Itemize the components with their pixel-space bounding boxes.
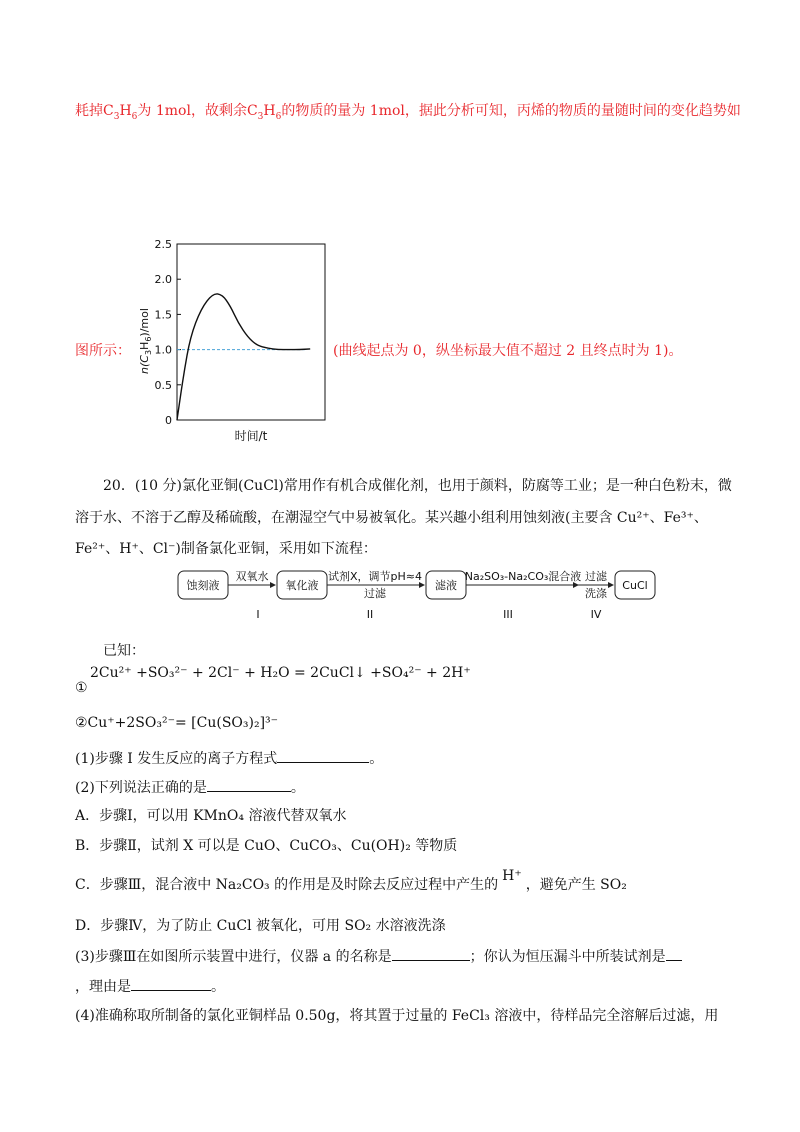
q3-answer-blank-c[interactable] [131,976,211,991]
option-c [75,868,627,895]
q3-answer-blank-b[interactable] [666,946,682,961]
process-flow [172,568,672,624]
arrow-2-label-top: 试剂X，调节pH≈4 [327,570,423,583]
intro-part-1: 耗掉 [75,103,103,119]
option-c-text: C．步骤Ⅲ，混合液中 Na₂CO₃ 的作用是及时除去反应过程中产生的 [75,877,499,893]
question-4: (4)准确称取所制备的氯化亚铜样品 0.50g，将其置于过量的 FeCl₃ 溶液中，待样品完全溶解后过滤，用 [75,1008,719,1024]
y-tick-label-1: 0.5 [154,378,172,392]
series-curve [177,294,310,420]
label-etchant: 蚀刻液 [186,579,220,592]
arrow-1-label: 双氧水 [235,570,269,583]
plot-frame [177,244,325,420]
option-c-end: ，避免产生 SO₂ [525,877,627,893]
formula-h-sub: 6 [131,111,138,122]
q3-text-c: ，理由是 [75,979,131,995]
option-a: A．步骤Ⅰ，可以用 KMnO₄ 溶液代替双氧水 [75,808,347,824]
q3-end: 。 [211,979,225,995]
arrow-2-label-bottom: 过滤 [364,587,386,600]
option-b: B．步骤Ⅱ，试剂 X 可以是 CuO、CuCO₃、Cu(OH)₂ 等物质 [75,838,458,854]
intro-line [75,100,741,120]
q1-end: 。 [369,751,384,767]
step-4: IV [590,608,602,621]
label-oxidized: 氧化液 [285,579,319,592]
q20-line-2: 溶于水、不溶于乙醇及稀硫酸，在潮湿空气中易被氧化。某兴趣小组利用蚀刻液(主要含 Cu²⁺、Fe³⁺、 [75,510,708,526]
formula-c-2: C [246,103,258,119]
question-1 [75,748,383,769]
known-eq2: ②Cu⁺+2SO₃²⁻= [Cu(SO₃)₂]³⁻ [75,715,279,731]
question-3 [75,946,682,967]
intro-part-2: 为 1mol，故剩余 [137,103,247,119]
option-d: D．步骤Ⅳ，为了防止 CuCl 被氧化，可用 SO₂ 水溶液洗涤 [75,918,446,934]
formula-c-sub: 3 [113,111,120,122]
figure-left-label: 图所示： [75,343,131,359]
known-mark-1: ① [75,680,88,696]
y-axis-label: $n(C_3H_6)$/mol [138,308,153,374]
formula-c-sub-2: 3 [257,111,264,122]
arrow-4-label-bottom: 洗涤 [585,587,607,600]
known-eq1: 2Cu²⁺ +SO₃²⁻ + 2Cl⁻ + H₂O = 2CuCl↓ +SO₄²⁻ + 2H⁺ [90,665,471,681]
y-tick-label-4: 2.0 [154,273,172,287]
label-filtrate: 滤液 [435,579,457,592]
option-c-hplus: H⁺ [502,868,522,884]
figure-right-note: (曲线起点为 0，纵坐标最大值不超过 2 且终点时为 1)。 [333,343,683,359]
formula-h: H [119,103,132,119]
arrow-3-label: Na₂SO₃-Na₂CO₃混合液 [464,570,582,583]
step-1: I [256,608,260,621]
q1-answer-blank[interactable] [277,748,369,763]
y-tick-label-3: 1.5 [154,308,172,322]
q3-text-b: ；你认为恒压漏斗中所装试剂是 [469,949,666,965]
label-cucl: CuCl [622,579,648,592]
q2-answer-blank[interactable] [207,777,291,792]
intro-part-3: 的物质的量为 1mol，据此分析可知，丙烯的物质的量随时间的变化趋势如 [281,103,741,119]
step-3: III [503,608,513,621]
formula-h-2: H [263,103,276,119]
arrow-4-label-top: 过滤 [585,570,607,583]
q20-line-1: 20．(10 分)氯化亚铜(CuCl)常用作有机合成催化剂，也用于颜料，防腐等工业；是一种白色粉末，微 [103,478,732,494]
known-title: 已知： [103,643,145,659]
y-tick-label-5: 2.5 [154,238,172,251]
q3-answer-blank-a[interactable] [392,946,470,961]
q1-text: (1)步骤 I 发生反应的离子方程式 [75,751,278,767]
y-tick-label-0: 0 [165,414,172,427]
formula-h-sub-2: 6 [275,111,282,122]
q20-line-3: Fe²⁺、H⁺、Cl⁻)制备氯化亚铜，采用如下流程： [75,541,377,557]
question-2 [75,777,305,798]
x-axis-label: 时间/t [234,429,268,443]
question-3-cont [75,976,225,997]
q3-text-a: (3)步骤Ⅲ在如图所示装置中进行，仪器 a 的名称是 [75,949,392,965]
y-tick-label-2: 1.0 [154,343,172,357]
formula-c: C [103,103,114,119]
step-2: II [366,608,374,621]
propene-chart [130,235,330,450]
q2-end: 。 [290,780,305,796]
q2-text: (2)下列说法正确的是 [75,780,207,796]
